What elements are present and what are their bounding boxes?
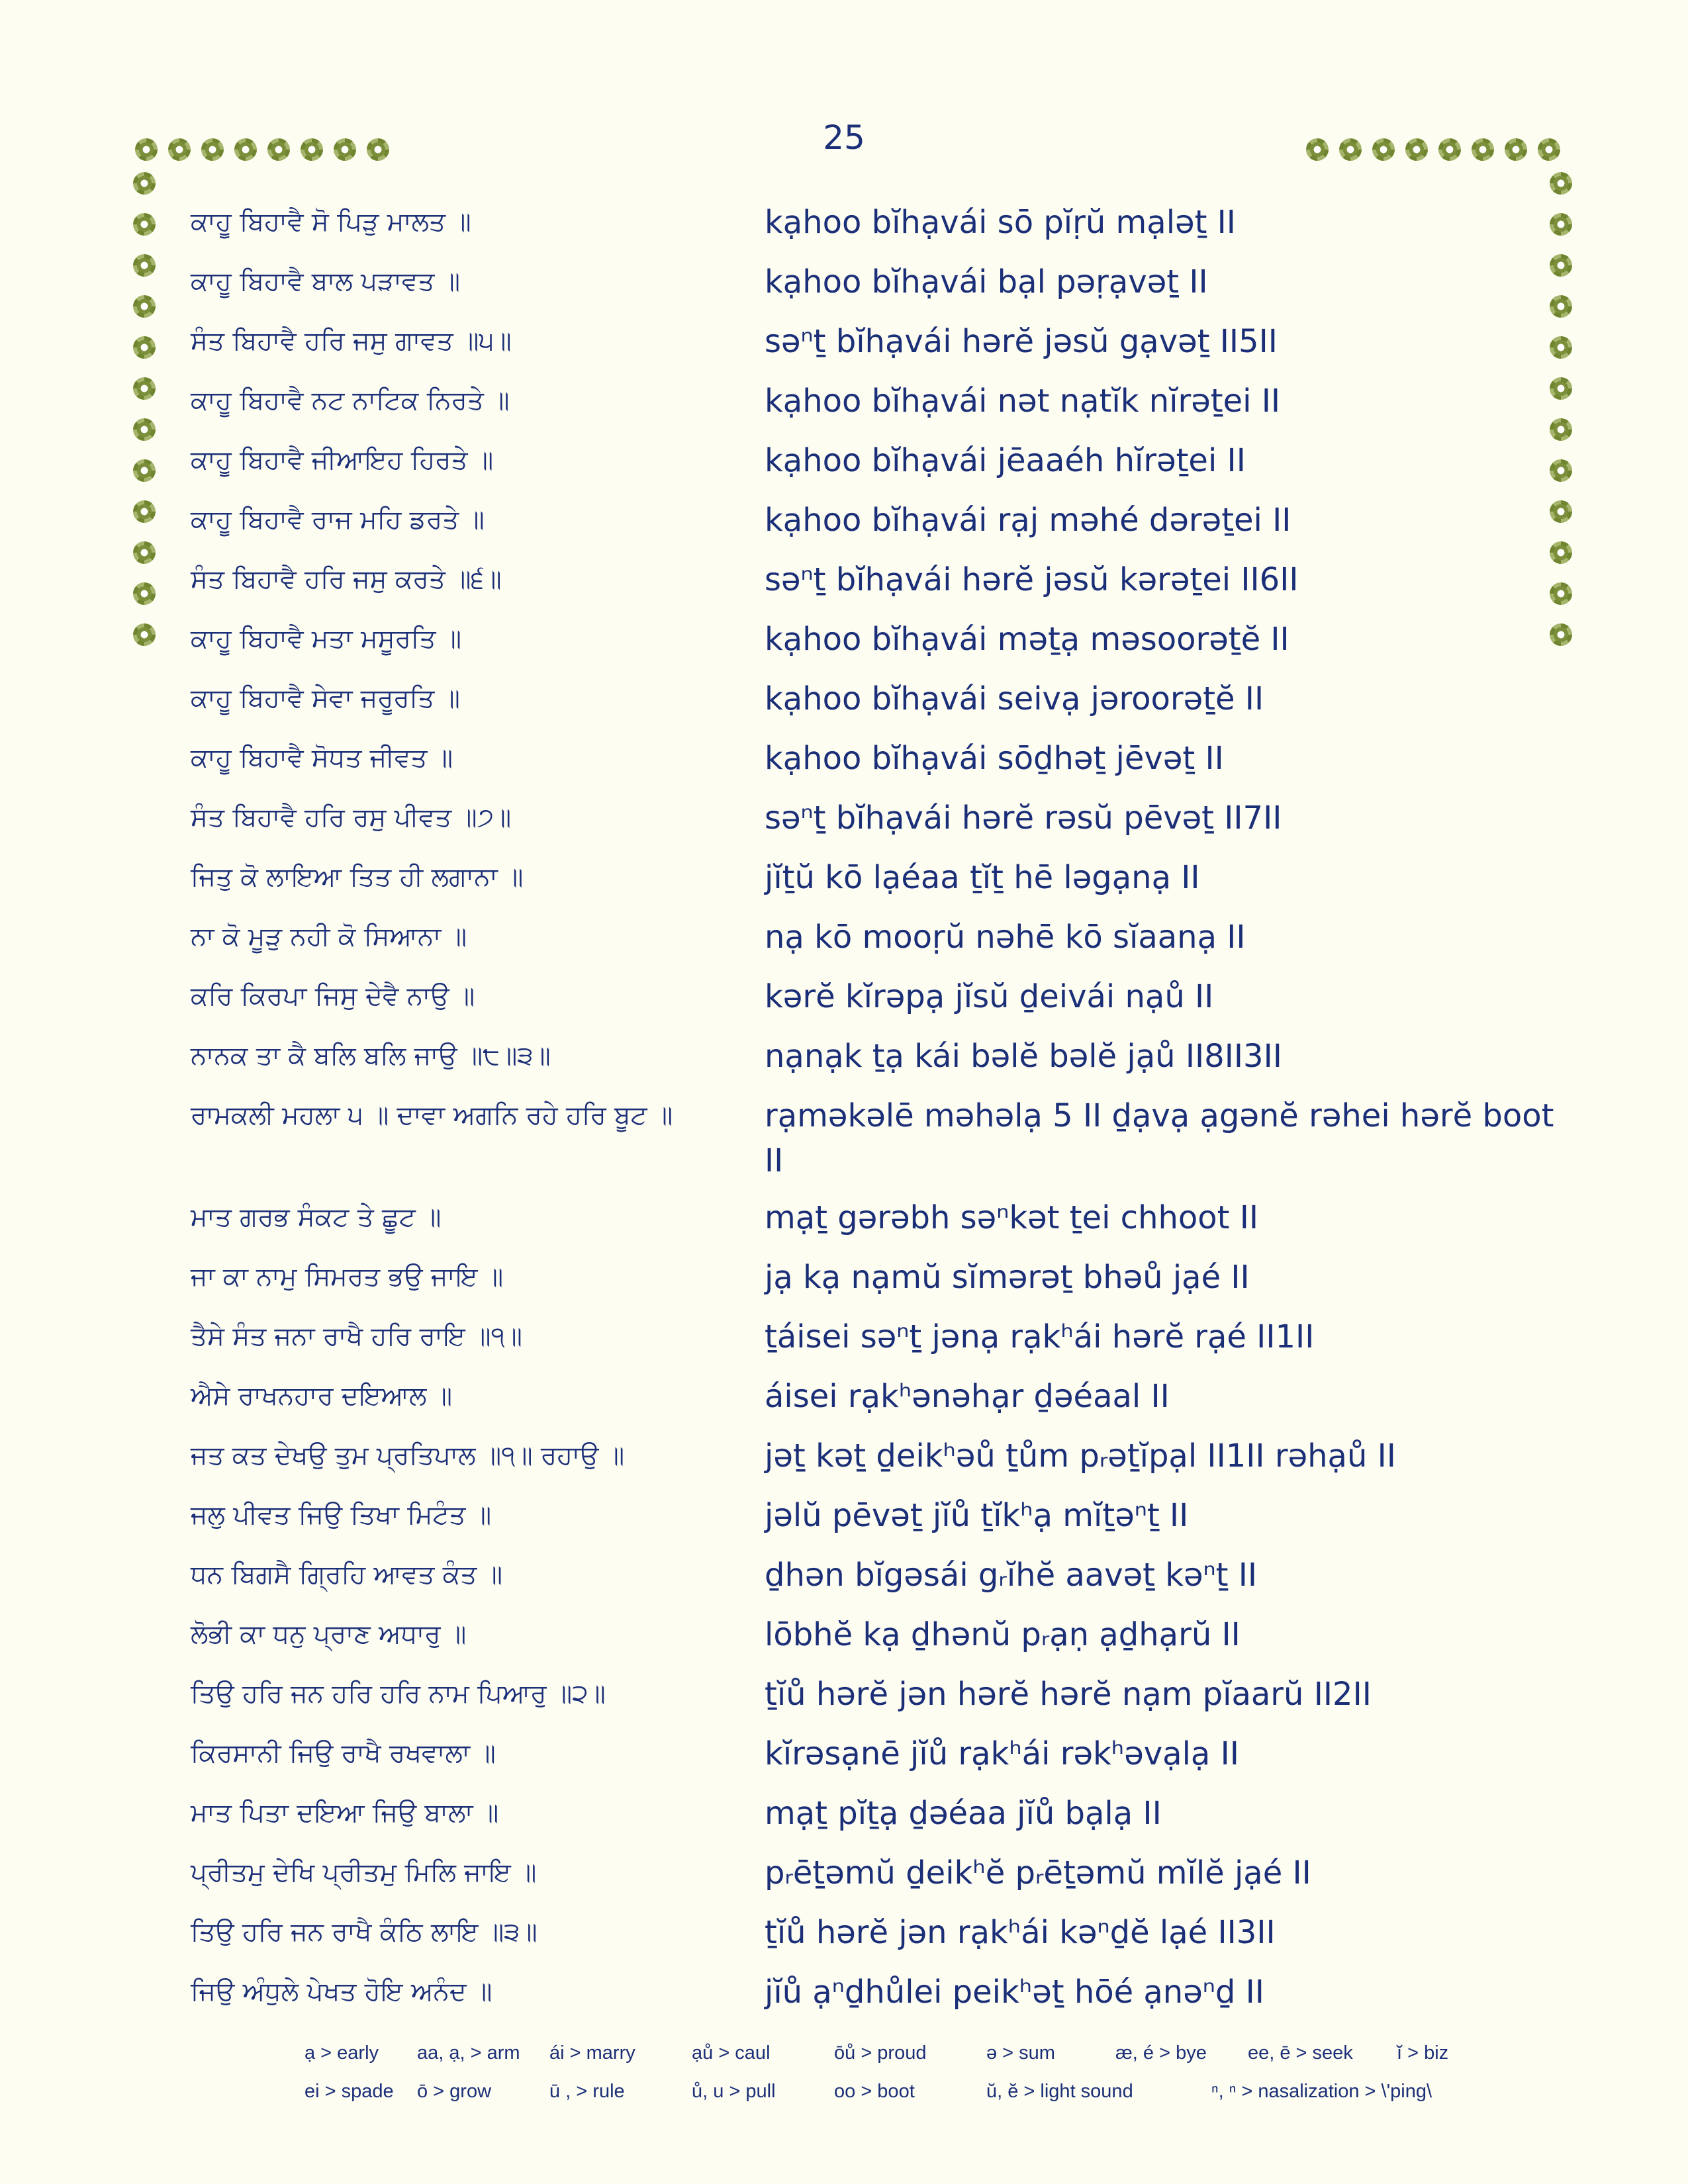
transliteration-text: nạ kō mooṛŭ nəhē kō sĭaanạ II xyxy=(765,919,1246,956)
transliteration-text: mạṯ gərəbh səⁿkət ṯei chhoot II xyxy=(765,1199,1259,1236)
transliteration-text: rạməkəlē məhəlạ 5 II ḏạvạ ạgənĕ rəhei hərĕ boot II xyxy=(765,1097,1554,1179)
legend-entry: ái > marry xyxy=(549,2042,635,2064)
flower-ornament-icon xyxy=(1438,138,1461,161)
flower-ornament-icon xyxy=(1306,138,1329,161)
gurmukhi-text: ਤਿਉ ਹਰਿ ਜਨ ਰਾਖੈ ਕੰਠਿ ਲਾਇ ॥੩॥ xyxy=(191,1917,538,1947)
transliteration-text: kạhoo bĭhạvái sō pĭṛŭ mạləṯ II xyxy=(765,204,1236,241)
transliteration-text: ḏhən bĭgəsái gᵣĭhĕ aavəṯ kəⁿṯ II xyxy=(765,1557,1258,1594)
flower-ornament-icon xyxy=(168,138,191,161)
left-flower-border xyxy=(130,163,159,655)
flower-ornament-icon xyxy=(133,377,156,400)
transliteration-text: kạhoo bĭhạvái nət nạtĭk nĭrəṯei II xyxy=(765,383,1281,420)
transliteration-text: ṯáisei səⁿṯ jənạ rạkʰái hərĕ rạé II1II xyxy=(765,1318,1315,1355)
transliteration-text: kạhoo bĭhạvái bạl pəṛạvəṯ II xyxy=(765,263,1208,300)
gurmukhi-text: ਜਾ ਕਾ ਨਾਮੁ ਸਿਮਰਤ ਭਉ ਜਾਇ ॥ xyxy=(191,1262,504,1292)
transliteration-text: kərĕ kĭrəpạ jĭsŭ ḏeivái nạů II xyxy=(765,978,1214,1015)
flower-ornament-icon xyxy=(133,459,156,482)
gurmukhi-text: ਮਾਤ ਪਿਤਾ ਦਇਆ ਜਿਉ ਬਾਲਾ ॥ xyxy=(191,1798,499,1828)
gurmukhi-text: ਜਿਉ ਅੰਧੁਲੇ ਪੇਖਤ ਹੋਇ ਅਨੰਦ ॥ xyxy=(191,1977,492,2007)
transliteration-text: lōbhĕ kạ ḏhənŭ pᵣạṇ ạḏhạrŭ II xyxy=(765,1616,1241,1653)
gurmukhi-text: ਜਿਤੁ ਕੋ ਲਾਇਆ ਤਿਤ ਹੀ ਲਗਾਨਾ ॥ xyxy=(191,862,524,892)
transliteration-text: jĭṯŭ kō lạéaa ṯĭṯ hē ləgạnạ II xyxy=(765,859,1200,896)
pronunciation-legend xyxy=(305,2042,1496,2102)
gurmukhi-text: ਲੋਭੀ ਕਾ ਧਨੁ ਪ੍ਰਾਣ ਅਧਾਰੁ ॥ xyxy=(191,1619,467,1649)
gurmukhi-text: ਕਾਹੂ ਬਿਹਾਵੈ ਰਾਜ ਮਹਿ ਡਰਤੇ ॥ xyxy=(191,505,485,535)
gurmukhi-text: ਤਿਉ ਹਰਿ ਜਨ ਹਰਿ ਹਰਿ ਨਾਮ ਪਿਆਰੁ ॥੨॥ xyxy=(191,1679,606,1709)
flower-ornament-icon xyxy=(1472,138,1494,161)
flower-ornament-icon xyxy=(133,623,156,646)
flower-ornament-icon xyxy=(133,541,156,564)
gurmukhi-text: ਨਾ ਕੋ ਮੂੜੁ ਨਹੀ ਕੋ ਸਿਆਨਾ ॥ xyxy=(191,922,467,952)
top-left-flower-border xyxy=(130,135,395,164)
legend-entry: ŭ, ĕ > light sound xyxy=(986,2081,1133,2102)
transliteration-text: jĭů ạⁿḏhůlei peikʰəṯ hōé ạnəⁿḏ II xyxy=(765,1974,1264,2011)
transliteration-text: səⁿṯ bĭhạvái hərĕ jəsŭ gạvəṯ II5II xyxy=(765,323,1278,360)
flower-ornament-icon xyxy=(201,138,224,161)
gurmukhi-text: ਕਾਹੂ ਬਿਹਾਵੈ ਮਤਾ ਮਸੂਰਤਿ ॥ xyxy=(191,624,462,654)
gurmukhi-text: ਕਾਹੂ ਬਿਹਾਵੈ ਸੋਧਤ ਜੀਵਤ ॥ xyxy=(191,743,453,773)
flower-ornament-icon xyxy=(1550,172,1572,195)
flower-ornament-icon xyxy=(133,213,156,236)
gurmukhi-text: ਕਾਹੂ ਬਿਹਾਵੈ ਜੀਆਇਹ ਹਿਰਤੇ ॥ xyxy=(191,445,494,475)
gurmukhi-text: ਐਸੇ ਰਾਖਨਹਾਰ ਦਇਆਲ ॥ xyxy=(191,1381,453,1411)
gurmukhi-text: ਕਰਿ ਕਿਰਪਾ ਜਿਸੁ ਦੇਵੈ ਨਾਉ ॥ xyxy=(191,981,475,1011)
transliteration-text: kạhoo bĭhạvái rạj məhé dərəṯei II xyxy=(765,502,1291,539)
flower-ornament-icon xyxy=(133,418,156,441)
flower-ornament-icon xyxy=(334,138,356,161)
transliteration-text: kĭrəsạnē jĭů rạkʰái rəkʰəvạlạ II xyxy=(765,1735,1239,1772)
gurmukhi-text: ਜਲੁ ਪੀਵਤ ਜਿਉ ਤਿਖਾ ਮਿਟੰਤ ॥ xyxy=(191,1500,492,1530)
transliteration-text: jạ kạ nạmŭ sĭmərəṯ bhəů jạé II xyxy=(765,1259,1250,1296)
gurmukhi-text: ਪ੍ਰੀਤਮੁ ਦੇਖਿ ਪ੍ਰੀਤਮੁ ਮਿਲਿ ਜਾਇ ॥ xyxy=(191,1858,537,1888)
transliteration-text: jəṯ kəṯ ḏeikʰəů ṯům pᵣəṯĭpạl II1II rəhạů II xyxy=(765,1437,1396,1475)
gurmukhi-text: ਰਾਮਕਲੀ ਮਹਲਾ ੫ ॥ ਦਾਵਾ ਅਗਨਿ ਰਹੇ ਹਰਿ ਬੂਟ ॥ xyxy=(191,1101,673,1130)
legend-entry: ĭ > biz xyxy=(1397,2042,1449,2064)
legend-entry: aa, ạ, > arm xyxy=(417,2042,520,2064)
transliteration-text: mạṯ pĭṯạ ḏəéaa jĭů bạlạ II xyxy=(765,1795,1162,1832)
legend-entry: ů, u > pull xyxy=(692,2081,776,2102)
gurmukhi-text: ਮਾਤ ਗਰਭ ਸੰਕਟ ਤੇ ਛੂਟ ॥ xyxy=(191,1203,442,1232)
gurmukhi-text: ਸੰਤ ਬਿਹਾਵੈ ਹਰਿ ਰਸੁ ਪੀਵਤ ॥੭॥ xyxy=(191,803,512,833)
legend-entry: ō > grow xyxy=(417,2081,492,2102)
flower-ornament-icon xyxy=(1538,138,1560,161)
transliteration-text: kạhoo bĭhạvái jēaaéh hĭrəṯei II xyxy=(765,442,1246,479)
gurmukhi-text: ਕਾਹੂ ਬਿਹਾਵੈ ਸੋ ਪਿੜੁ ਮਾਲਤ ॥ xyxy=(191,207,471,237)
transliteration-text: kạhoo bĭhạvái seivạ jəroorəṯĕ II xyxy=(765,680,1264,717)
top-right-flower-border xyxy=(1301,135,1566,164)
transliteration-text: səⁿṯ bĭhạvái hərĕ rəsŭ pēvəṯ II7II xyxy=(765,799,1282,837)
transliteration-text: kạhoo bĭhạvái sōḏhəṯ jēvəṯ II xyxy=(765,740,1224,777)
transliteration-text: ṯĭů hərĕ jən rạkʰái kəⁿḏĕ lạé II3II xyxy=(765,1914,1276,1951)
gurmukhi-text: ਸੰਤ ਬਿਹਾਵੈ ਹਰਿ ਜਸੁ ਗਾਵਤ ॥੫॥ xyxy=(191,326,512,356)
legend-entry: ū , > rule xyxy=(549,2081,625,2102)
legend-entry: ee, ē > seek xyxy=(1248,2042,1353,2064)
flower-ornament-icon xyxy=(234,138,257,161)
flower-ornament-icon xyxy=(135,138,158,161)
gurmukhi-text: ਧਨ ਬਿਗਸੈ ਗ੍ਰਿਹਿ ਆਵਤ ਕੰਤ ॥ xyxy=(191,1560,502,1590)
flower-ornament-icon xyxy=(1505,138,1527,161)
flower-ornament-icon xyxy=(133,582,156,605)
gurmukhi-text: ਤੈਸੇ ਸੰਤ ਜਨਾ ਰਾਖੈ ਹਰਿ ਰਾਇ ॥੧॥ xyxy=(191,1322,522,1351)
legend-entry: ⁿ, ⁿ > nasalization > \'ping\ xyxy=(1211,2081,1432,2102)
transliteration-text: nạnạk ṯạ kái bəlĕ bəlĕ jạů II8II3II xyxy=(765,1038,1282,1075)
legend-entry: ạ > early xyxy=(305,2042,379,2064)
gurmukhi-text: ਸੰਤ ਬਿਹਾਵੈ ਹਰਿ ਜਸੁ ਕਰਤੇ ॥੬॥ xyxy=(191,565,502,594)
transliteration-text: jəlŭ pēvəṯ jĭů ṯĭkʰạ mĭṯəⁿṯ II xyxy=(765,1497,1189,1534)
flower-ornament-icon xyxy=(133,336,156,359)
transliteration-text: pᵣēṯəmŭ ḏeikʰĕ pᵣēṯəmŭ mĭlĕ jạé II xyxy=(765,1854,1311,1891)
gurmukhi-text: ਨਾਨਕ ਤਾ ਕੈ ਬਲਿ ਬਲਿ ਜਾਉ ॥੮॥੩॥ xyxy=(191,1041,551,1071)
transliteration-text: kạhoo bĭhạvái məṯạ məsoorəṯĕ II xyxy=(765,621,1289,658)
gurmukhi-text: ਕਾਹੂ ਬਿਹਾਵੈ ਸੇਵਾ ਜਰੂਰਤਿ ॥ xyxy=(191,684,460,713)
flower-ornament-icon xyxy=(267,138,290,161)
legend-entry: oo > boot xyxy=(834,2081,915,2102)
transliteration-text: səⁿṯ bĭhạvái hərĕ jəsŭ kərəṯei II6II xyxy=(765,561,1299,598)
flower-ornament-icon xyxy=(133,295,156,318)
legend-entry: ạů > caul xyxy=(692,2042,771,2064)
flower-ornament-icon xyxy=(133,172,156,195)
transliteration-text: áisei rạkʰənəhạr ḏəéaal II xyxy=(765,1378,1170,1415)
gurmukhi-text: ਕਾਹੂ ਬਿਹਾਵੈ ਨਟ ਨਾਟਿਕ ਨਿਰਤੇ ॥ xyxy=(191,386,510,416)
flower-ornament-icon xyxy=(1372,138,1395,161)
gurmukhi-text: ਕਾਹੂ ਬਿਹਾਵੈ ਬਾਲ ਪੜਾਵਤ ॥ xyxy=(191,267,460,296)
page-number: 25 xyxy=(823,118,865,157)
flower-ornament-icon xyxy=(367,138,389,161)
flower-ornament-icon xyxy=(1339,138,1362,161)
gurmukhi-text: ਕਿਰਸਾਨੀ ਜਿਉ ਰਾਖੈ ਰਖਵਾਲਾ ॥ xyxy=(191,1739,496,1768)
flower-ornament-icon xyxy=(133,500,156,523)
flower-ornament-icon xyxy=(301,138,323,161)
legend-entry: æ, é > bye xyxy=(1115,2042,1207,2064)
flower-ornament-icon xyxy=(133,254,156,277)
legend-entry: ə > sum xyxy=(986,2042,1055,2064)
legend-entry: ōů > proud xyxy=(834,2042,927,2064)
transliteration-text: ṯĭů hərĕ jən hərĕ hərĕ nạm pĭaarŭ II2II xyxy=(765,1676,1372,1713)
legend-entry: ei > spade xyxy=(305,2081,394,2102)
flower-ornament-icon xyxy=(1405,138,1428,161)
gurmukhi-text: ਜਤ ਕਤ ਦੇਖਉ ਤੁਮ ਪ੍ਰਤਿਪਾਲ ॥੧॥ ਰਹਾਉ ॥ xyxy=(191,1441,625,1471)
